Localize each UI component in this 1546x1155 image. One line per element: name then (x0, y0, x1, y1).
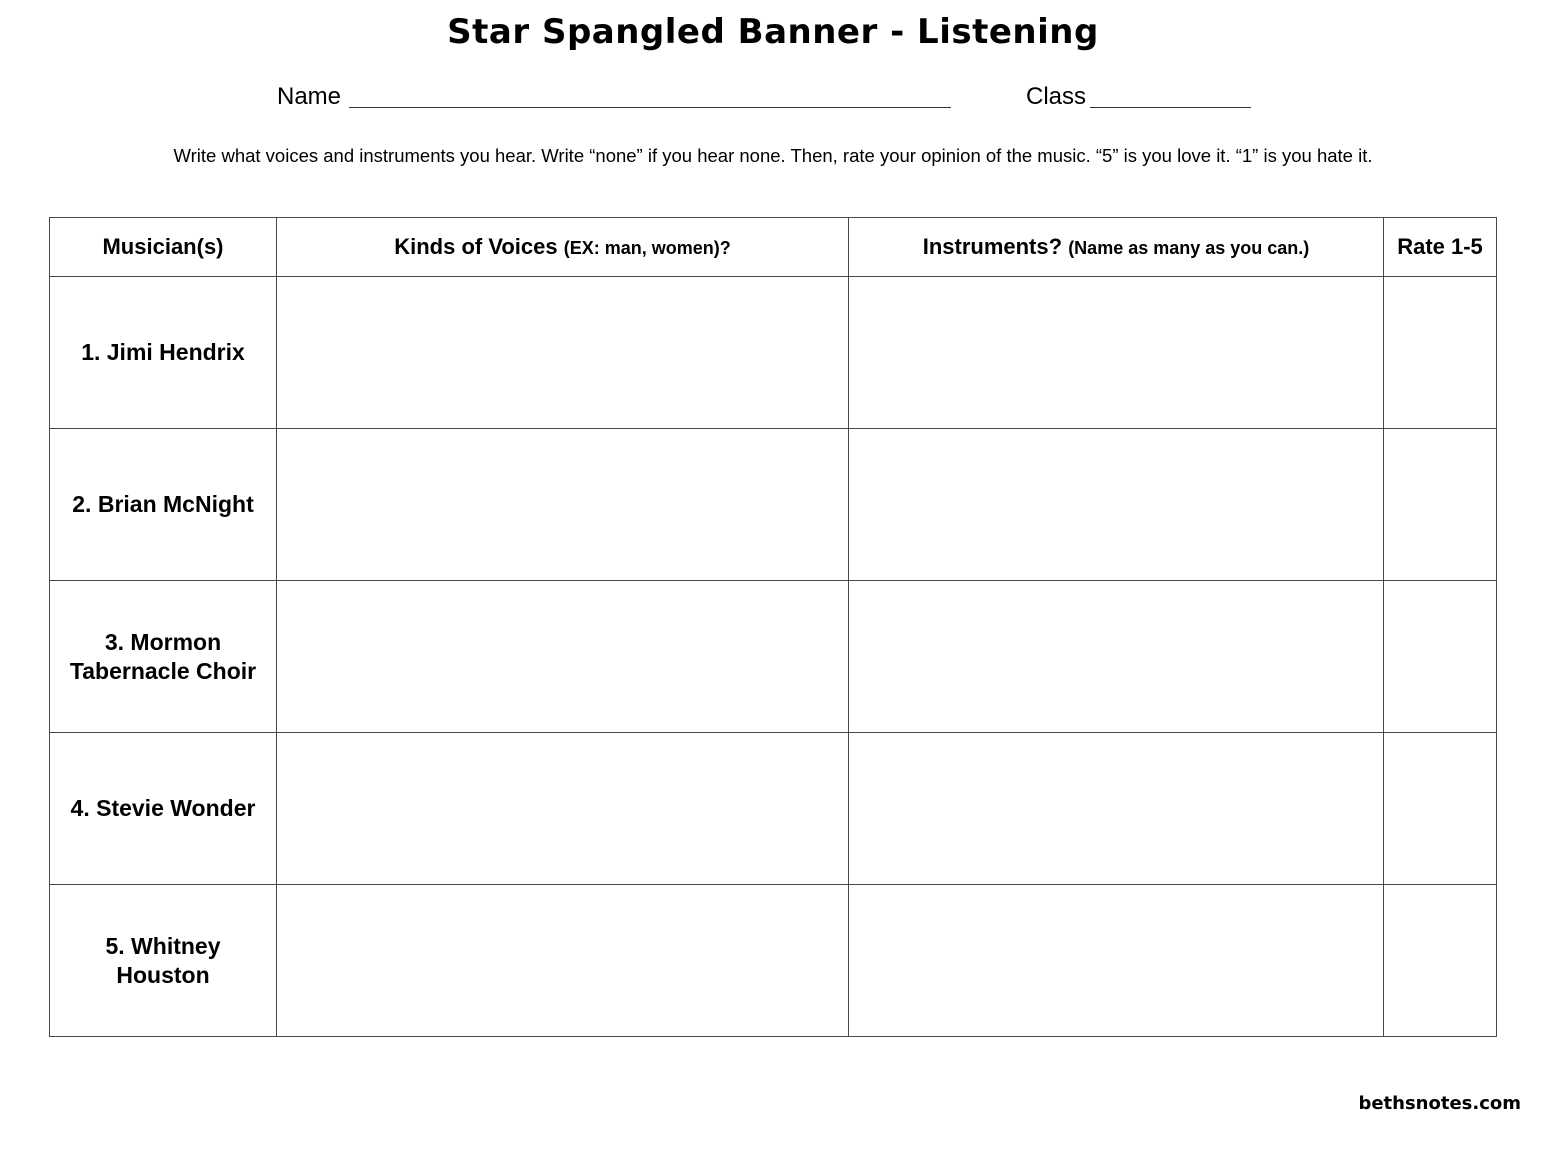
table-row (50, 733, 1497, 885)
header-musicians-label: Musician(s) (102, 234, 224, 259)
musician-cell (50, 885, 277, 1037)
header-rate-label: Rate 1-5 (1397, 234, 1483, 259)
rating-answer-cell[interactable] (1384, 429, 1497, 581)
musician-cell (50, 581, 277, 733)
name-blank-line[interactable] (349, 107, 951, 108)
listening-table (49, 217, 1497, 1037)
page-title: Star Spangled Banner - Listening (447, 12, 1099, 52)
voices-answer-cell[interactable] (277, 733, 849, 885)
header-instruments (849, 218, 1384, 277)
instruments-answer-cell[interactable] (849, 885, 1384, 1037)
rating-answer-cell[interactable] (1384, 277, 1497, 429)
instruments-answer-cell[interactable] (849, 581, 1384, 733)
header-voices-label: Kinds of Voices (394, 234, 558, 259)
musician-name-line1: 1. Jimi Hendrix (81, 339, 245, 365)
voices-answer-cell[interactable] (277, 277, 849, 429)
table-row (50, 581, 1497, 733)
musician-cell (50, 277, 277, 429)
musician-cell (50, 429, 277, 581)
table-header-row (50, 218, 1497, 277)
table-row (50, 429, 1497, 581)
table-row (50, 885, 1497, 1037)
rating-answer-cell[interactable] (1384, 581, 1497, 733)
class-blank-line[interactable] (1090, 107, 1251, 108)
musician-name-line1: 3. Mormon (104, 628, 222, 655)
musician-name-line1: 2. Brian McNight (72, 491, 254, 517)
header-voices (277, 218, 849, 277)
musician-name-line2: Houston (116, 961, 210, 988)
header-voices-hint: (EX: man, women)? (563, 238, 731, 258)
instructions-text: Write what voices and instruments you hear. Write “none” if you hear none. Then, rate your opinion of the music. “5” is you love it. “1” is you hate it. (173, 145, 1373, 166)
footer-site-credit: bethsnotes.com (1358, 1093, 1521, 1114)
musician-cell (50, 733, 277, 885)
instruments-answer-cell[interactable] (849, 277, 1384, 429)
rating-answer-cell[interactable] (1384, 733, 1497, 885)
name-label: Name (277, 83, 342, 110)
instruments-answer-cell[interactable] (849, 733, 1384, 885)
header-instruments-hint: (Name as many as you can.) (1068, 238, 1310, 258)
musician-name-line1: 4. Stevie Wonder (70, 795, 256, 821)
musician-name-line1: 5. Whitney (105, 932, 221, 959)
class-label: Class (1026, 83, 1087, 110)
voices-answer-cell[interactable] (277, 429, 849, 581)
rating-answer-cell[interactable] (1384, 885, 1497, 1037)
voices-answer-cell[interactable] (277, 885, 849, 1037)
voices-answer-cell[interactable] (277, 581, 849, 733)
header-musicians (50, 218, 277, 277)
header-instruments-label: Instruments? (922, 234, 1063, 259)
musician-name-line2: Tabernacle Choir (69, 657, 257, 684)
header-rate (1384, 218, 1497, 277)
table-row (50, 277, 1497, 429)
instruments-answer-cell[interactable] (849, 429, 1384, 581)
